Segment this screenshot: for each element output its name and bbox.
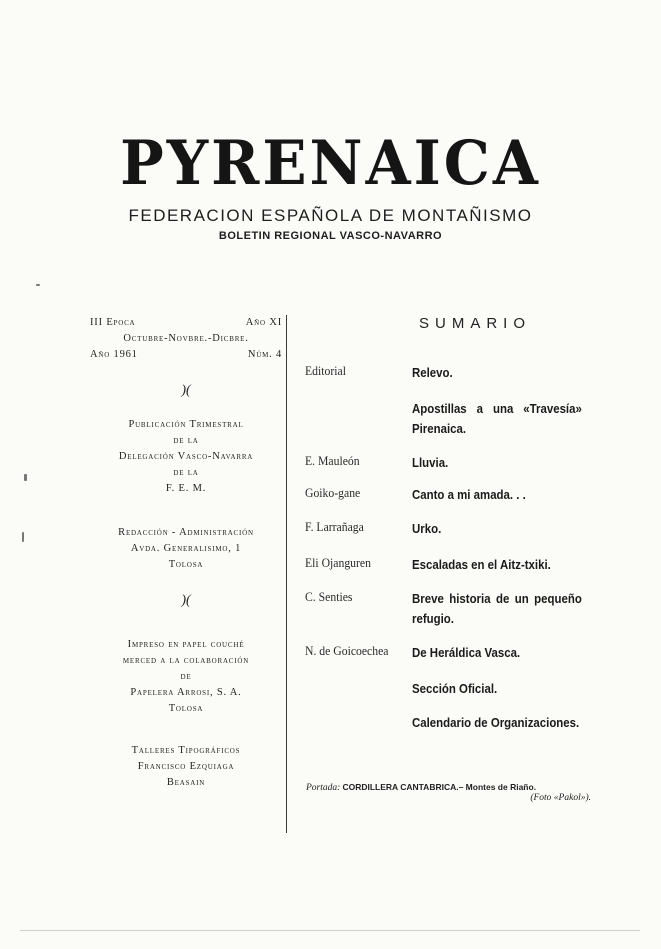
scan-speck bbox=[24, 474, 27, 481]
publicacion-line: de la bbox=[173, 467, 199, 478]
toc-entry bbox=[305, 485, 605, 505]
toc-entry bbox=[305, 399, 605, 439]
toc-author: Goiko-gane bbox=[305, 485, 361, 500]
impreso-line: Papelera Arrosi, S. A. bbox=[130, 687, 242, 698]
separator-ornament: )( bbox=[181, 593, 191, 608]
redaccion-block bbox=[90, 525, 282, 573]
toc-author bbox=[305, 399, 401, 439]
scan-speck bbox=[36, 284, 40, 286]
toc-entry bbox=[305, 519, 605, 539]
year-row bbox=[90, 347, 282, 363]
portada-text: CORDILLERA CANTABRICA.– Montes de Riaño. bbox=[342, 782, 537, 792]
toc-entry bbox=[305, 555, 605, 575]
federacion-heading: FEDERACION ESPAÑOLA DE MONTAÑISMO bbox=[128, 206, 533, 225]
talleres-line: Francisco Ezquiaga bbox=[137, 761, 235, 772]
sumario-title: SUMARIO bbox=[418, 315, 531, 332]
toc-title: Lluvia. bbox=[412, 455, 449, 470]
toc-author: F. Larrañaga bbox=[305, 519, 364, 534]
publicacion-line: F. E. M. bbox=[165, 483, 207, 494]
toc-author: C. Senties bbox=[305, 589, 353, 604]
publicacion-line: Delegación Vasco-Navarra bbox=[118, 451, 254, 462]
talleres-line: Talleres Tipográficos bbox=[131, 745, 241, 756]
toc-title: Sección Oficial. bbox=[412, 681, 498, 696]
impreso-line: merced a la colaboración bbox=[122, 655, 250, 666]
toc-title: Apostillas a una «Travesía» Pirenaica. bbox=[412, 401, 582, 436]
toc-entry bbox=[305, 679, 605, 699]
scan-speck bbox=[22, 532, 24, 542]
toc-entry bbox=[305, 363, 605, 383]
publicacion-block bbox=[90, 417, 282, 497]
portada-label: Portada: bbox=[306, 783, 341, 793]
masthead bbox=[0, 128, 661, 242]
talleres-block bbox=[90, 743, 282, 791]
toc-title: Breve historia de un pequeño refugio. bbox=[412, 591, 582, 626]
toc-entry bbox=[305, 453, 605, 473]
impreso-block bbox=[90, 637, 282, 717]
meses-text: Octubre-Novbre.-Dicbre. bbox=[123, 333, 249, 344]
toc-entry bbox=[305, 589, 605, 629]
redaccion-line: Tolosa bbox=[168, 559, 204, 570]
talleres-line: Beasain bbox=[166, 777, 206, 788]
boletin-subheading: BOLETIN REGIONAL VASCO-NAVARRO bbox=[218, 230, 443, 242]
toc-author: Editorial bbox=[305, 363, 346, 378]
toc-author: N. de Goicoechea bbox=[305, 643, 389, 658]
toc-author: E. Mauleón bbox=[305, 453, 360, 468]
scan-edge-line bbox=[20, 930, 640, 931]
publicacion-line: Publicación Trimestral bbox=[128, 419, 244, 430]
toc-author bbox=[305, 713, 401, 733]
toc-author: Eli Ojanguren bbox=[305, 555, 371, 570]
redaccion-line: Avda. Generalisimo, 1 bbox=[130, 543, 242, 554]
ano-text: Año XI bbox=[245, 317, 282, 328]
year-text: Año 1961 bbox=[90, 349, 138, 360]
impreso-line: Tolosa bbox=[168, 703, 204, 714]
toc-title: Urko. bbox=[412, 521, 442, 536]
pyrenaica-logo: PYRENAICA bbox=[120, 127, 541, 199]
epoca-text: III Epoca bbox=[90, 317, 136, 328]
toc-title: Calendario de Organizaciones. bbox=[412, 715, 580, 730]
toc-entry bbox=[305, 643, 605, 663]
separator-ornament: )( bbox=[181, 383, 191, 398]
toc-title: Relevo. bbox=[412, 365, 453, 380]
portada-foto-credit: (Foto «Pakol»). bbox=[530, 793, 591, 803]
epoca-row bbox=[90, 315, 282, 331]
redaccion-line: Redacción - Administración bbox=[118, 527, 254, 538]
left-column bbox=[90, 315, 282, 791]
toc-author bbox=[305, 679, 401, 699]
toc-entry bbox=[305, 713, 605, 733]
column-divider bbox=[286, 315, 287, 833]
impreso-line: Impreso en papel couché bbox=[127, 639, 245, 650]
publicacion-line: de la bbox=[173, 435, 199, 446]
portada-caption bbox=[306, 782, 596, 803]
sumario-column bbox=[305, 315, 605, 730]
toc-title: Canto a mi amada. . . bbox=[412, 487, 526, 502]
num-text: Núm. 4 bbox=[247, 349, 282, 360]
impreso-line: de bbox=[180, 671, 192, 682]
toc-title: Escaladas en el Aitz-txiki. bbox=[412, 557, 551, 572]
toc-title: De Heráldica Vasca. bbox=[412, 645, 521, 660]
